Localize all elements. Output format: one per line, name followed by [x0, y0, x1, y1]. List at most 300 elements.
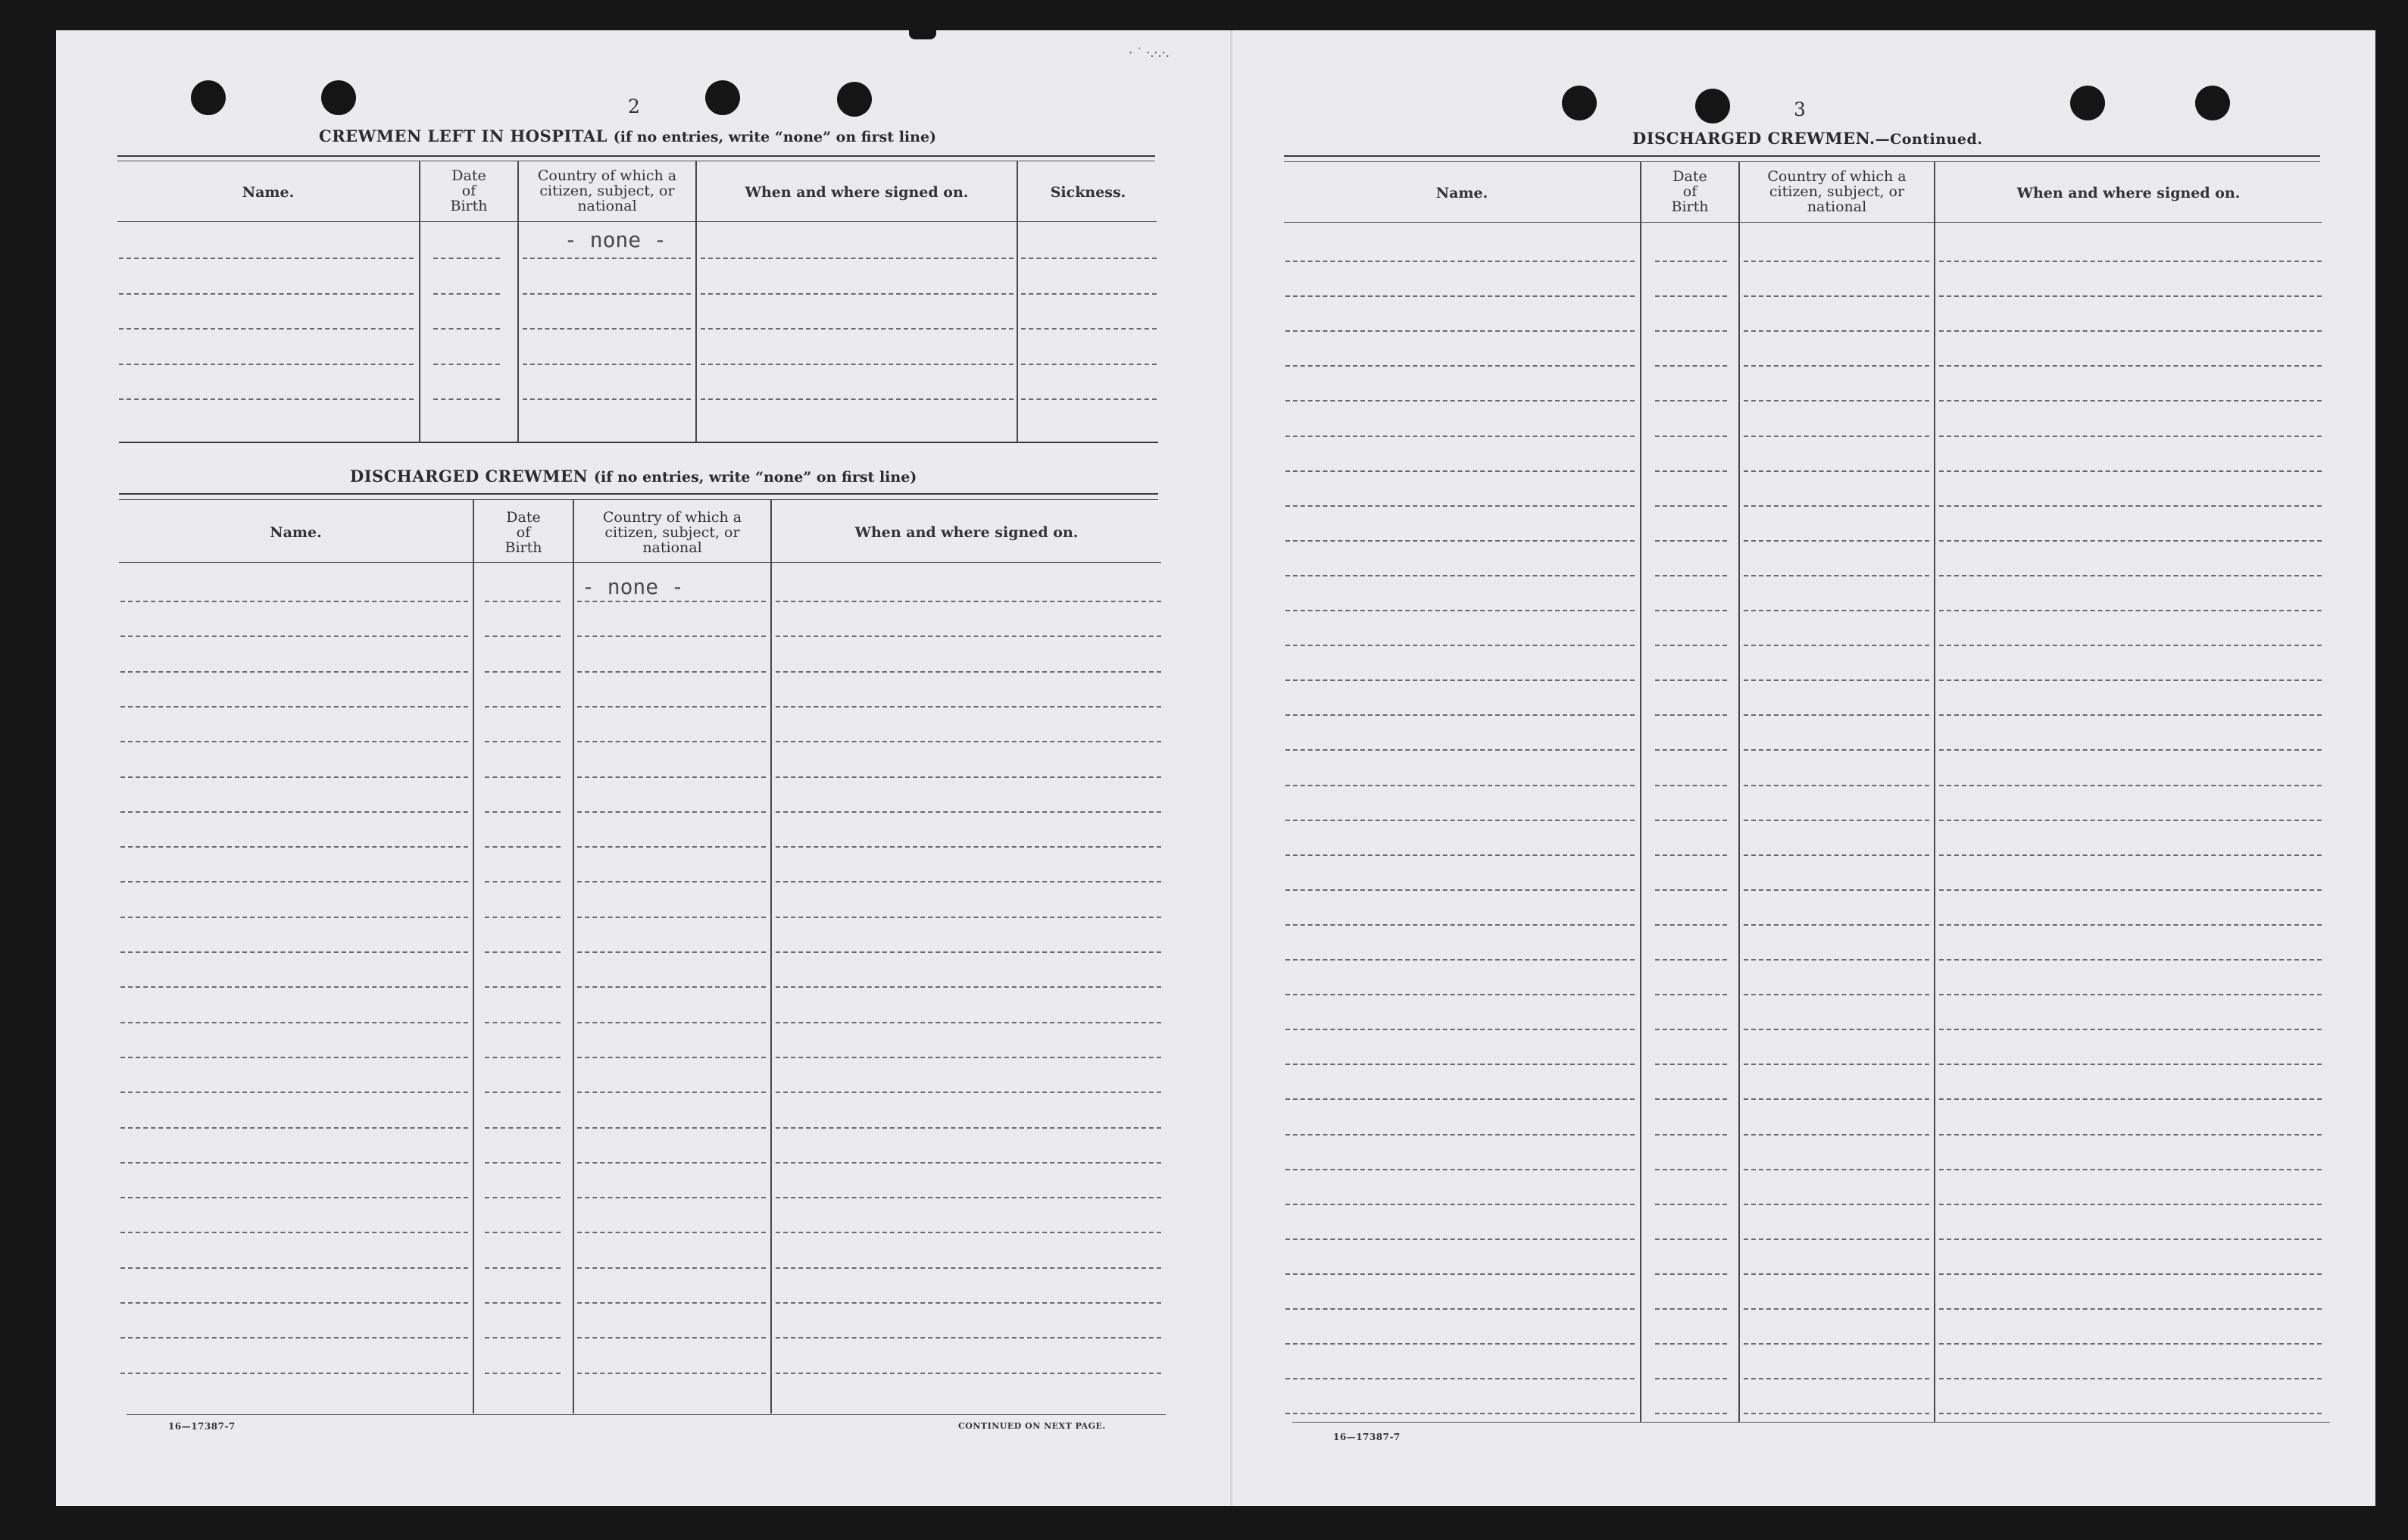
ruled-line	[485, 1197, 561, 1198]
ruled-line	[485, 1267, 561, 1269]
ruled-line	[776, 1302, 1161, 1304]
ruled-line	[577, 1162, 766, 1164]
ruled-line	[485, 1373, 561, 1374]
ruled-line	[120, 1267, 468, 1269]
ruled-line	[1939, 679, 2322, 681]
ruled-line	[485, 1092, 561, 1093]
ruled-line	[1939, 1413, 2322, 1414]
ruled-line	[1939, 889, 2322, 891]
ruled-line	[776, 1022, 1161, 1023]
ruled-line	[1744, 749, 1929, 751]
ruled-line	[1655, 889, 1727, 891]
ruled-line	[120, 1197, 468, 1198]
continued-note: CONTINUED ON NEXT PAGE.	[958, 1421, 1106, 1431]
ruled-line	[433, 258, 500, 259]
ruled-line	[1285, 645, 1635, 646]
ruled-line	[1939, 261, 2322, 262]
ruled-line	[776, 1162, 1161, 1164]
ruled-line	[523, 364, 691, 365]
ruled-line	[485, 811, 561, 813]
ruled-line	[1939, 645, 2322, 646]
ruled-line	[1939, 820, 2322, 821]
ruled-line	[120, 741, 468, 742]
ruled-line	[577, 1337, 766, 1339]
ruled-line	[1744, 959, 1929, 961]
right-title-text: DISCHARGED CREWMEN.	[1632, 129, 1875, 148]
ruled-line	[485, 951, 561, 953]
ruled-line	[1285, 994, 1635, 995]
right-title-suffix: —Continued.	[1875, 131, 1983, 148]
ruled-line	[577, 1092, 766, 1093]
ruled-line	[1655, 714, 1727, 716]
ruled-line	[1655, 1413, 1727, 1414]
hospital-section-title	[319, 127, 936, 145]
ruled-line	[701, 364, 1013, 365]
hospital-col-divider	[695, 161, 697, 442]
ruled-line	[1655, 1239, 1727, 1240]
ruled-line	[577, 1022, 766, 1023]
hospital-col-divider	[1017, 161, 1018, 442]
ruled-line	[776, 706, 1161, 708]
ruled-line	[120, 1127, 468, 1129]
ruled-line	[1939, 1308, 2322, 1310]
ruled-line	[485, 986, 561, 988]
page-fold	[1230, 30, 1232, 1506]
ruled-line	[1655, 679, 1727, 681]
ruled-line	[1285, 1273, 1635, 1275]
ruled-line	[1744, 994, 1929, 995]
ruled-line	[120, 636, 468, 637]
punch-hole	[837, 82, 872, 117]
punch-hole	[2070, 86, 2105, 120]
ruled-line	[776, 1057, 1161, 1058]
ruled-line	[1744, 889, 1929, 891]
ruled-line	[1655, 1204, 1727, 1205]
ruled-line	[120, 1022, 468, 1023]
ruled-line	[485, 706, 561, 708]
ruled-line	[1655, 1273, 1727, 1275]
ruled-line	[1285, 959, 1635, 961]
ruled-line	[1744, 1239, 1929, 1240]
discharged-header-signed-on: When and where signed on.	[854, 524, 1079, 541]
ruled-line	[1744, 1378, 1929, 1379]
ruled-line	[1285, 749, 1635, 751]
right-top-rule-2	[1284, 161, 2320, 162]
ruled-line	[1285, 1134, 1635, 1135]
ruled-line	[1939, 785, 2322, 786]
ruled-line	[577, 811, 766, 813]
right-header-rule	[1284, 222, 2322, 223]
discharged-header-name: Name.	[270, 524, 322, 541]
ruled-line	[485, 1022, 561, 1023]
ruled-line	[1939, 365, 2322, 367]
ruled-line	[1285, 365, 1635, 367]
discharged-none-entry: - none -	[582, 574, 684, 599]
ruled-line	[776, 951, 1161, 953]
ruled-line	[1285, 1308, 1635, 1310]
ruled-line	[1939, 610, 2322, 611]
ruled-line	[1285, 295, 1635, 297]
ruled-line	[1744, 1134, 1929, 1135]
ruled-line	[1744, 295, 1929, 297]
discharged-col-divider	[473, 499, 474, 1413]
ruled-line	[577, 1232, 766, 1233]
ruled-line	[1939, 959, 2322, 961]
ruled-line	[1285, 1064, 1635, 1065]
form-number: 16—17387-7	[1333, 1432, 1401, 1442]
ruled-line	[1939, 1204, 2322, 1205]
ruled-line	[1655, 295, 1727, 297]
ruled-line	[1744, 1029, 1929, 1030]
ruled-line	[1285, 924, 1635, 926]
ruled-line	[120, 951, 468, 953]
right-col-divider	[1934, 161, 1935, 1422]
ruled-line	[776, 601, 1161, 602]
ruled-line	[1744, 714, 1929, 716]
ruled-line	[776, 1232, 1161, 1233]
ruled-line	[1744, 1343, 1929, 1345]
ruled-line	[1744, 505, 1929, 507]
right-header-country: Country of which a citizen, subject, or national	[1767, 168, 1907, 215]
ruled-line	[701, 398, 1013, 400]
ruled-line	[1939, 714, 2322, 716]
ruled-line	[1021, 328, 1157, 330]
ruled-line	[1744, 575, 1929, 576]
ruled-line	[1655, 365, 1727, 367]
ruled-line	[1939, 749, 2322, 751]
ruled-line	[485, 1302, 561, 1304]
ruled-line	[523, 328, 691, 330]
ruled-line	[523, 258, 691, 259]
ruled-line	[1285, 820, 1635, 821]
ruled-line	[120, 917, 468, 918]
ruled-line	[1285, 854, 1635, 856]
ruled-line	[1285, 505, 1635, 507]
discharged-header-country: Country of which a citizen, subject, or national	[602, 509, 742, 556]
ruled-line	[1655, 610, 1727, 611]
ruled-line	[120, 1092, 468, 1093]
ruled-line	[577, 741, 766, 742]
ruled-line	[776, 846, 1161, 848]
ruled-line	[1285, 436, 1635, 437]
discharged-bottom-rule	[126, 1414, 1166, 1415]
ruled-line	[1285, 1098, 1635, 1100]
ruled-line	[577, 917, 766, 918]
ruled-line	[1939, 854, 2322, 856]
ruled-line	[776, 917, 1161, 918]
ruled-line	[1744, 1204, 1929, 1205]
ruled-line	[523, 398, 691, 400]
ruled-line	[1939, 924, 2322, 926]
right-header-name: Name.	[1435, 185, 1488, 201]
punch-hole	[191, 80, 226, 115]
ruled-line	[776, 1197, 1161, 1198]
ruled-line	[1939, 1064, 2322, 1065]
ruled-line	[120, 1337, 468, 1339]
ruled-line	[1744, 470, 1929, 472]
ruled-line	[776, 986, 1161, 988]
ruled-line	[1655, 1169, 1727, 1170]
ruled-line	[1744, 261, 1929, 262]
hospital-header-signed-on: When and where signed on.	[745, 184, 969, 201]
ruled-line	[1655, 924, 1727, 926]
discharged-instruction: (if no entries, write “none” on first line)	[593, 469, 917, 486]
ruled-line	[120, 1057, 468, 1058]
hospital-header-rule	[117, 221, 1157, 222]
ruled-line	[120, 846, 468, 848]
ruled-line	[1285, 261, 1635, 262]
ruled-line	[1285, 1204, 1635, 1205]
ruled-line	[577, 1373, 766, 1374]
ruled-line	[1744, 679, 1929, 681]
ruled-line	[433, 293, 500, 295]
ruled-line	[1655, 749, 1727, 751]
ruled-line	[120, 601, 468, 602]
ruled-line	[1655, 1343, 1727, 1345]
ruled-line	[701, 258, 1013, 259]
right-col-divider	[1640, 161, 1641, 1422]
discharged-col-divider	[573, 499, 574, 1413]
ruled-line	[1655, 785, 1727, 786]
ruled-line	[119, 258, 414, 259]
ruled-line	[701, 328, 1013, 330]
ruled-line	[577, 1197, 766, 1198]
ruled-line	[1285, 610, 1635, 611]
ruled-line	[1655, 959, 1727, 961]
ruled-line	[1939, 540, 2322, 542]
ruled-line	[1655, 1064, 1727, 1065]
ruled-line	[1939, 1239, 2322, 1240]
ruled-line	[1939, 1273, 2322, 1275]
ruled-line	[1744, 785, 1929, 786]
ruled-line	[1939, 1343, 2322, 1345]
hospital-instruction: (if no entries, write “none” on first line)	[613, 129, 937, 145]
ruled-line	[1744, 330, 1929, 332]
ruled-line	[485, 776, 561, 778]
ruled-line	[1744, 854, 1929, 856]
ruled-line	[1744, 610, 1929, 611]
ruled-line	[1744, 540, 1929, 542]
ruled-line	[120, 776, 468, 778]
ruled-line	[1655, 436, 1727, 437]
ruled-line	[1285, 470, 1635, 472]
right-bottom-rule	[1292, 1422, 2330, 1423]
ruled-line	[1285, 1378, 1635, 1379]
ruled-line	[485, 1162, 561, 1164]
ruled-line	[577, 776, 766, 778]
hospital-header-name: Name.	[242, 184, 295, 201]
ruled-line	[485, 601, 561, 602]
ruled-line	[1021, 293, 1157, 295]
ruled-line	[485, 1127, 561, 1129]
ruled-line	[1744, 365, 1929, 367]
ruled-line	[1655, 505, 1727, 507]
ruled-line	[776, 776, 1161, 778]
hospital-title-text: CREWMEN LEFT IN HOSPITAL	[319, 127, 607, 145]
ruled-line	[577, 1057, 766, 1058]
punch-hole	[705, 80, 740, 115]
ruled-line	[1285, 575, 1635, 576]
ruled-line	[1939, 505, 2322, 507]
ruled-line	[1655, 540, 1727, 542]
ruled-line	[120, 706, 468, 708]
ruled-line	[1285, 679, 1635, 681]
ruled-line	[1939, 400, 2322, 401]
ruled-line	[1744, 1098, 1929, 1100]
punch-hole	[321, 80, 356, 115]
hospital-header-dob: Date of Birth	[450, 167, 488, 214]
ruled-line	[1655, 1308, 1727, 1310]
hospital-header-sickness: Sickness.	[1050, 184, 1126, 201]
ruled-line	[1939, 330, 2322, 332]
ruled-line	[776, 1127, 1161, 1129]
ruled-line	[485, 881, 561, 882]
right-section-title	[1632, 129, 1982, 148]
ruled-line	[120, 1162, 468, 1164]
discharged-title-text: DISCHARGED CREWMEN	[350, 467, 589, 486]
discharged-top-rule-2	[119, 499, 1158, 500]
right-header-dob: Date of Birth	[1671, 168, 1709, 215]
ruled-line	[1939, 1098, 2322, 1100]
hospital-bottom-rule	[119, 442, 1158, 443]
ruled-line	[1655, 575, 1727, 576]
ruled-line	[120, 1373, 468, 1374]
ruled-line	[119, 293, 414, 295]
ruled-line	[1744, 400, 1929, 401]
ruled-line	[1939, 295, 2322, 297]
ruled-line	[1939, 994, 2322, 995]
ruled-line	[1285, 540, 1635, 542]
discharged-header-dob: Date of Birth	[504, 509, 542, 556]
ruled-line	[1744, 1273, 1929, 1275]
ruled-line	[776, 811, 1161, 813]
right-header-signed-on: When and where signed on.	[2016, 185, 2241, 201]
ruled-line	[1655, 400, 1727, 401]
ruled-line	[1285, 1029, 1635, 1030]
ruled-line	[1285, 400, 1635, 401]
ruled-line	[433, 398, 500, 400]
ruled-line	[1655, 854, 1727, 856]
right-top-rule	[1284, 155, 2320, 157]
ruled-line	[485, 636, 561, 637]
ruled-line	[1021, 258, 1157, 259]
discharged-top-rule	[119, 493, 1158, 495]
discharged-col-divider	[770, 499, 772, 1413]
ruled-line	[1744, 645, 1929, 646]
ruled-line	[1939, 1134, 2322, 1135]
ruled-line	[1655, 645, 1727, 646]
ruled-line	[776, 1337, 1161, 1339]
ruled-line	[577, 1127, 766, 1129]
ruled-line	[1655, 1134, 1727, 1135]
ruled-line	[485, 671, 561, 673]
right-col-divider	[1738, 161, 1740, 1422]
ruled-line	[1939, 1169, 2322, 1170]
ruled-line	[577, 846, 766, 848]
ruled-line	[433, 328, 500, 330]
ruled-line	[577, 636, 766, 637]
ruled-line	[776, 881, 1161, 882]
ruled-line	[776, 1267, 1161, 1269]
binding-clip	[909, 23, 936, 39]
ruled-line	[119, 364, 414, 365]
ruled-line	[1655, 330, 1727, 332]
ruled-line	[1744, 820, 1929, 821]
ruled-line	[1021, 398, 1157, 400]
ruled-line	[120, 881, 468, 882]
ruled-line	[1655, 994, 1727, 995]
ruled-line	[119, 398, 414, 400]
ruled-line	[577, 986, 766, 988]
hospital-header-country: Country of which a citizen, subject, or national	[537, 167, 677, 214]
ruled-line	[485, 846, 561, 848]
ruled-line	[1285, 785, 1635, 786]
ruled-line	[485, 1337, 561, 1339]
ruled-line	[485, 741, 561, 742]
discharged-header-rule	[119, 562, 1161, 563]
ruled-line	[120, 986, 468, 988]
ruled-line	[577, 1302, 766, 1304]
ruled-line	[1655, 1378, 1727, 1379]
ruled-line	[577, 671, 766, 673]
ruled-line	[119, 328, 414, 330]
ruled-line	[485, 917, 561, 918]
ruled-line	[776, 1092, 1161, 1093]
punch-hole	[2195, 86, 2230, 120]
ruled-line	[1655, 1029, 1727, 1030]
ruled-line	[1285, 889, 1635, 891]
ink-smudge: · ˙ ·.·.·.	[1129, 45, 1170, 60]
ruled-line	[776, 671, 1161, 673]
ruled-line	[1744, 1169, 1929, 1170]
ruled-line	[577, 881, 766, 882]
ruled-line	[120, 671, 468, 673]
ruled-line	[577, 601, 766, 602]
ruled-line	[120, 811, 468, 813]
ruled-line	[1744, 1308, 1929, 1310]
ruled-line	[577, 951, 766, 953]
ruled-line	[120, 1302, 468, 1304]
ruled-line	[1744, 924, 1929, 926]
ruled-line	[1285, 1343, 1635, 1345]
ruled-line	[1285, 1239, 1635, 1240]
ruled-line	[1285, 1413, 1635, 1414]
ruled-line	[776, 1373, 1161, 1374]
punch-hole	[1562, 86, 1597, 120]
ruled-line	[1744, 1064, 1929, 1065]
ruled-line	[1744, 1413, 1929, 1414]
ruled-line	[577, 1267, 766, 1269]
ruled-line	[577, 706, 766, 708]
ruled-line	[485, 1232, 561, 1233]
ruled-line	[776, 636, 1161, 637]
ruled-line	[1285, 330, 1635, 332]
ruled-line	[1655, 470, 1727, 472]
discharged-section-title	[350, 467, 917, 486]
ruled-line	[1285, 1169, 1635, 1170]
ruled-line	[523, 293, 691, 295]
ruled-line	[1285, 714, 1635, 716]
hospital-top-rule	[117, 155, 1155, 157]
ruled-line	[120, 1232, 468, 1233]
ruled-line	[1939, 575, 2322, 576]
hospital-none-entry: - none -	[564, 227, 667, 252]
ruled-line	[433, 364, 500, 365]
ruled-line	[1939, 1378, 2322, 1379]
ruled-line	[1655, 820, 1727, 821]
ruled-line	[1744, 436, 1929, 437]
ruled-line	[776, 741, 1161, 742]
